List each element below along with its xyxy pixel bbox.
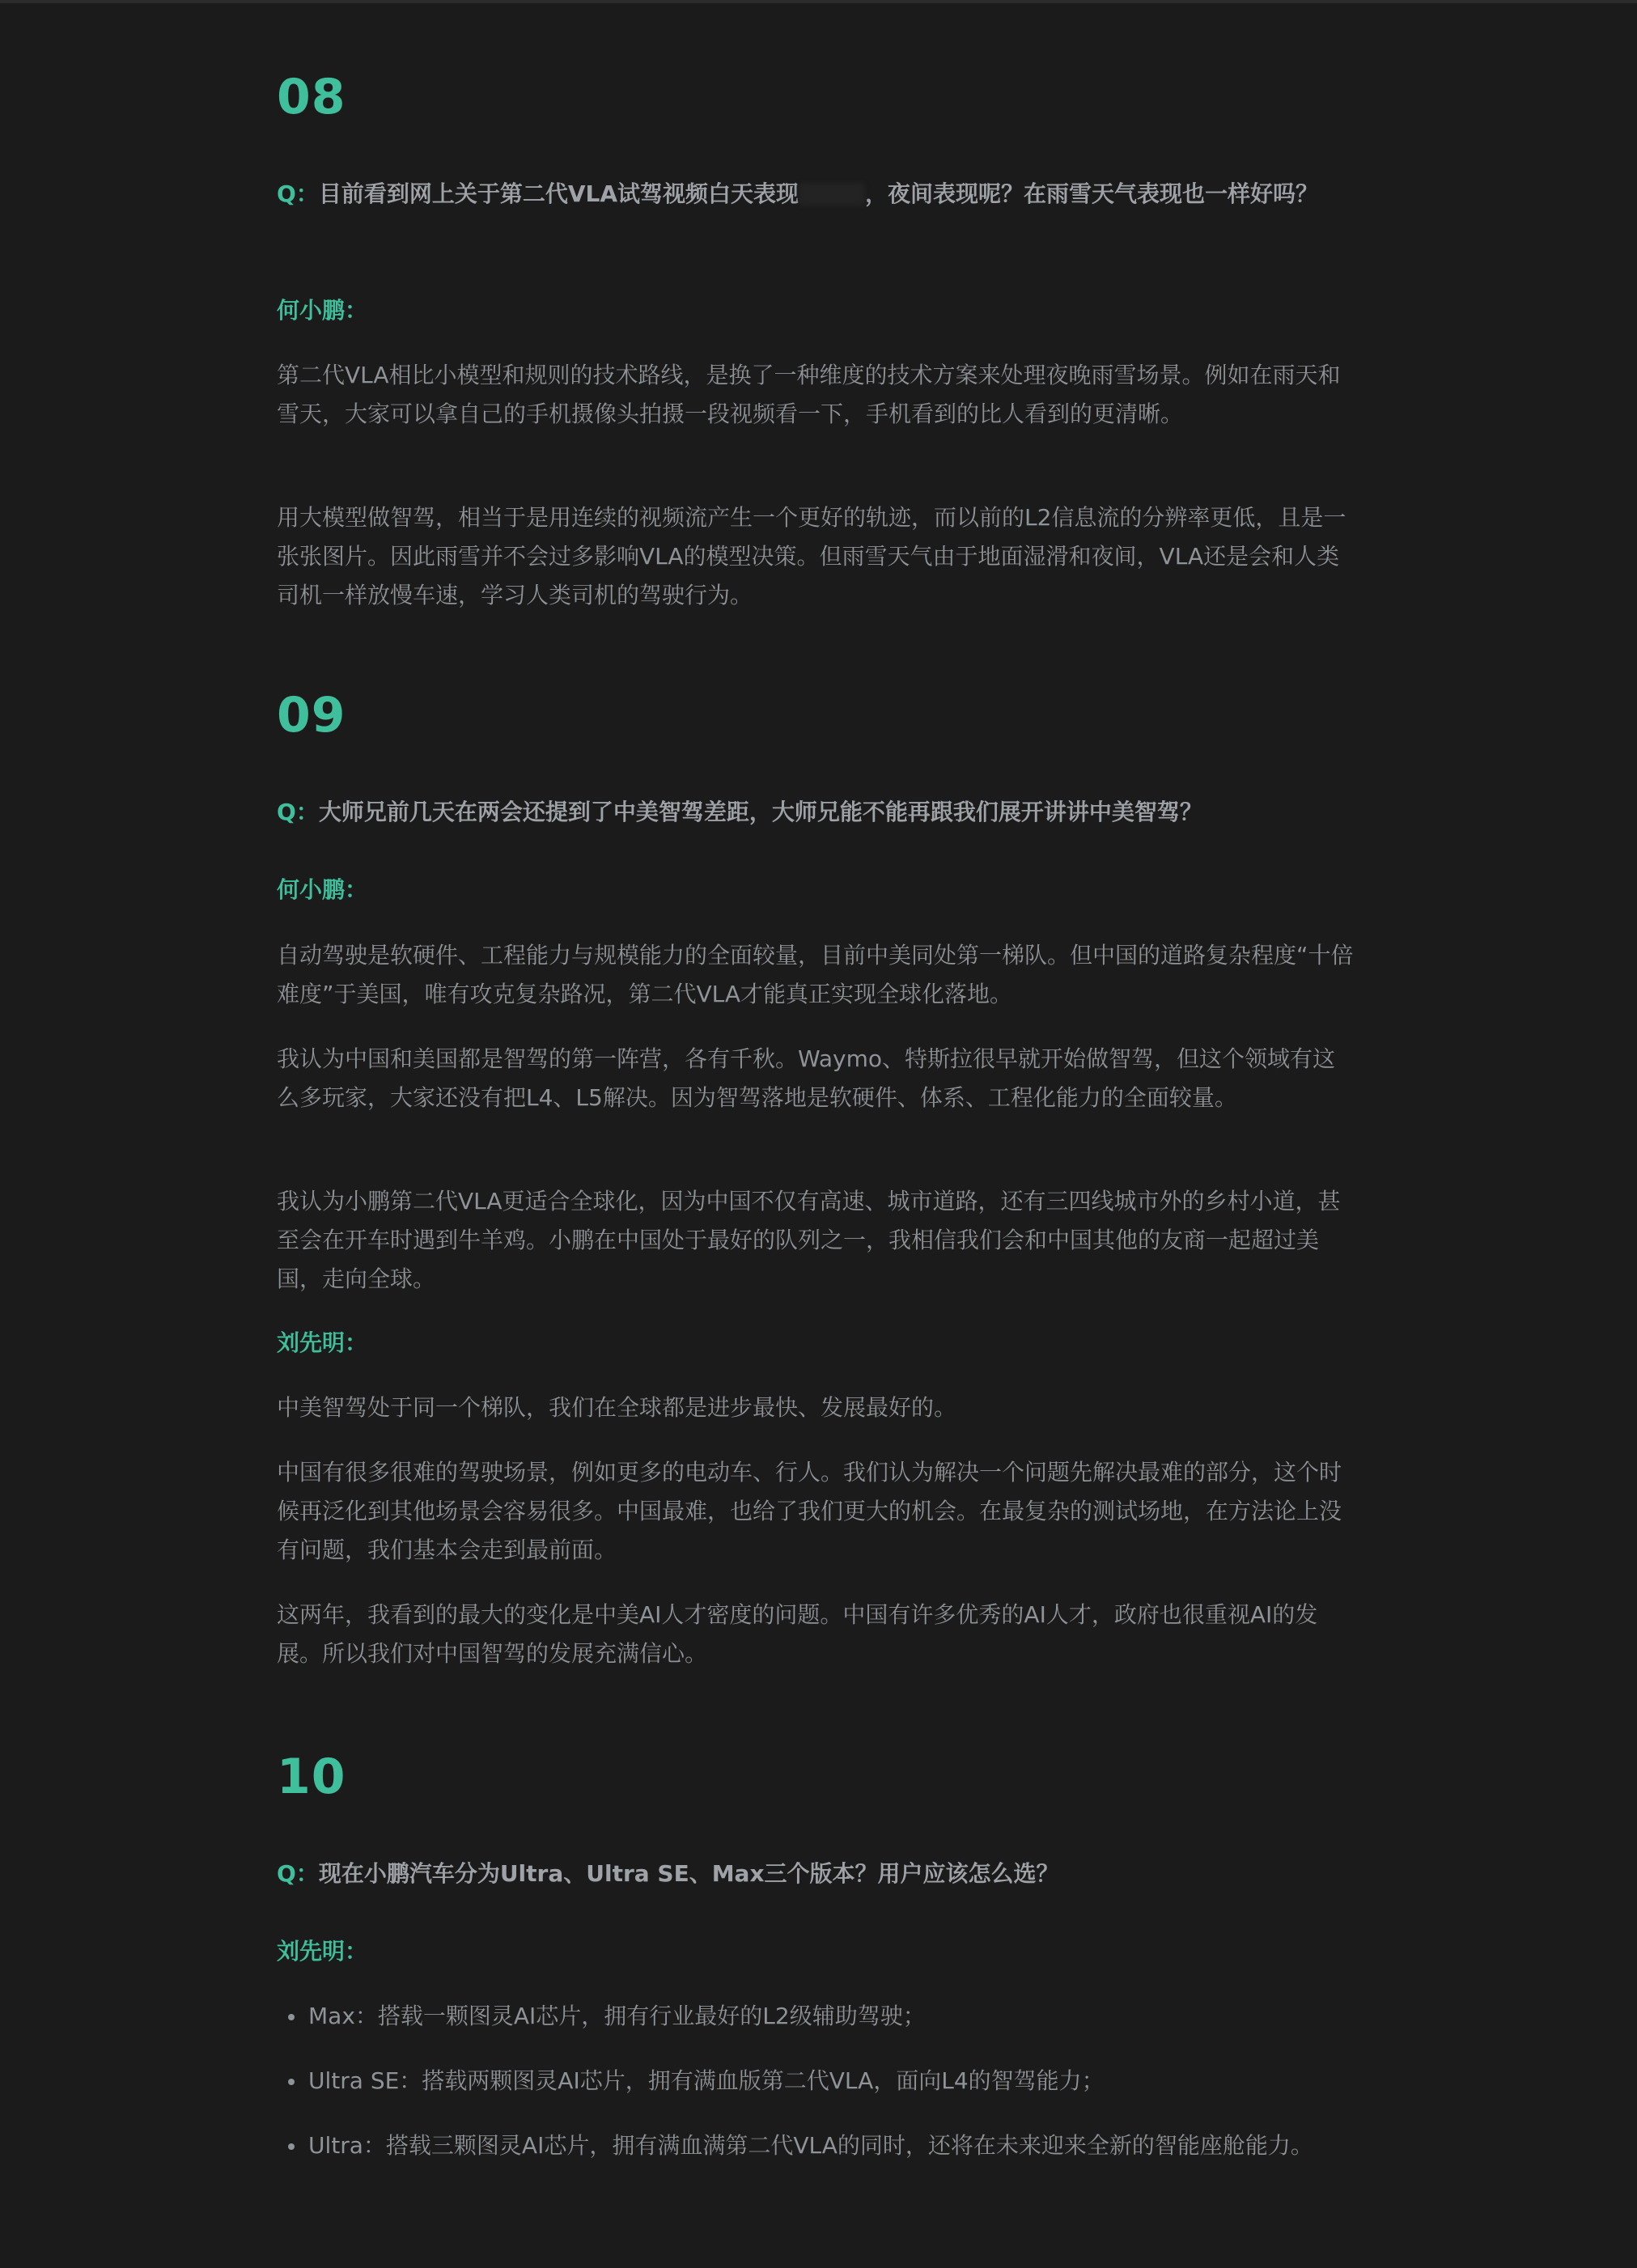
answer-paragraph: 中国有很多很难的驾驶场景，例如更多的电动车、行人。我们认为解决一个问题先解决最难的部分，这个时候再泛化到其他场景会容易很多。中国最难，也给了我们更大的机会。在最复杂的测试场地，在方法论上没有问题，我们基本会走到最前面。 xyxy=(277,1459,1342,1563)
speaker-name: 刘先明： xyxy=(277,1938,368,1965)
list-item-text: Max：搭载一颗图灵AI芯片，拥有行业最好的L2级辅助驾驶； xyxy=(308,2003,926,2029)
answer-paragraph: 用大模型做智驾，相当于是用连续的视频流产生一个更好的轨迹，而以前的L2信息流的分辨率更低，且是一张张图片。因此雨雪并不会过多影响VLA的模型决策。但雨雪天气由于地面湿滑和夜间，VLA还是会和人类司机一样放慢车速，学习人类司机的驾驶行为。 xyxy=(277,504,1346,608)
list-item-text: Ultra：搭载三颗图灵AI芯片，拥有满血满第二代VLA的同时，还将在未来迎来全新的智能座舱能力。 xyxy=(308,2132,1313,2159)
bullet-dot xyxy=(288,2079,295,2085)
blurred-region xyxy=(799,183,865,206)
question-text: 大师兄前几天在两会还提到了中美智驾差距，大师兄能不能再跟我们展开讲讲中美智驾？ xyxy=(318,799,1202,825)
question-prefix: Q： xyxy=(277,799,319,825)
speaker-name: 何小鹏： xyxy=(277,297,368,324)
list-item xyxy=(277,2126,1358,2165)
section-number: 10 xyxy=(277,1749,346,1805)
answer-paragraph: 第二代VLA相比小模型和规则的技术路线，是换了一种维度的技术方案来处理夜晚雨雪场景。例如在雨天和雪天，大家可以拿自己的手机摄像头拍摄一段视频看一下，手机看到的比人看到的更清晰。 xyxy=(277,362,1341,427)
question-prefix: Q： xyxy=(277,1860,319,1887)
answer-paragraph: 我认为中国和美国都是智驾的第一阵营，各有千秋。Waymo、特斯拉很早就开始做智驾，但这个领域有这么多玩家，大家还没有把L4、L5解决。因为智驾落地是软硬件、体系、工程化能力的全面较量。 xyxy=(277,1045,1336,1111)
top-divider xyxy=(0,0,1637,3)
speaker-name: 何小鹏： xyxy=(277,876,368,903)
answer-paragraph: 自动驾驶是软硬件、工程能力与规模能力的全面较量，目前中美同处第一梯队。但中国的道路复杂程度“十倍难度”于美国，唯有攻克复杂路况，第二代VLA才能真正实现全球化落地。 xyxy=(277,942,1354,1007)
question xyxy=(277,1855,1358,1893)
list-item-text: Ultra SE：搭载两颗图灵AI芯片，拥有满血版第二代VLA，面向L4的智驾能力； xyxy=(308,2067,1105,2094)
question xyxy=(277,793,1358,832)
question-text: ，夜间表现呢？在雨雪天气表现也一样好吗？ xyxy=(865,180,1319,207)
section-number: 09 xyxy=(277,687,346,744)
answer-paragraph: 我认为小鹏第二代VLA更适合全球化，因为中国不仅有高速、城市道路，还有三四线城市外的乡村小道，甚至会在开车时遇到牛羊鸡。小鹏在中国处于最好的队列之一，我相信我们会和中国其他的友商一起超过美国，走向全球。 xyxy=(277,1188,1341,1292)
bullet-dot xyxy=(288,2014,295,2020)
speaker-name: 刘先明： xyxy=(277,1329,368,1356)
bullet-dot xyxy=(288,2143,295,2150)
section-number: 08 xyxy=(277,69,346,125)
question-text: 现在小鹏汽车分为Ultra、Ultra SE、Max三个版本？用户应该怎么选？ xyxy=(318,1860,1059,1887)
question-prefix: Q： xyxy=(277,180,319,207)
question xyxy=(277,175,1358,214)
answer-paragraph: 这两年，我看到的最大的变化是中美AI人才密度的问题。中国有许多优秀的AI人才，政府也很重视AI的发展。所以我们对中国智驾的发展充满信心。 xyxy=(277,1601,1318,1667)
list-item xyxy=(277,1997,1358,2036)
question-text: 目前看到网上关于第二代VLA试驾视频白天表现 xyxy=(318,180,799,207)
list-item xyxy=(277,2062,1358,2101)
answer-paragraph: 中美智驾处于同一个梯队，我们在全球都是进步最快、发展最好的。 xyxy=(277,1394,957,1421)
